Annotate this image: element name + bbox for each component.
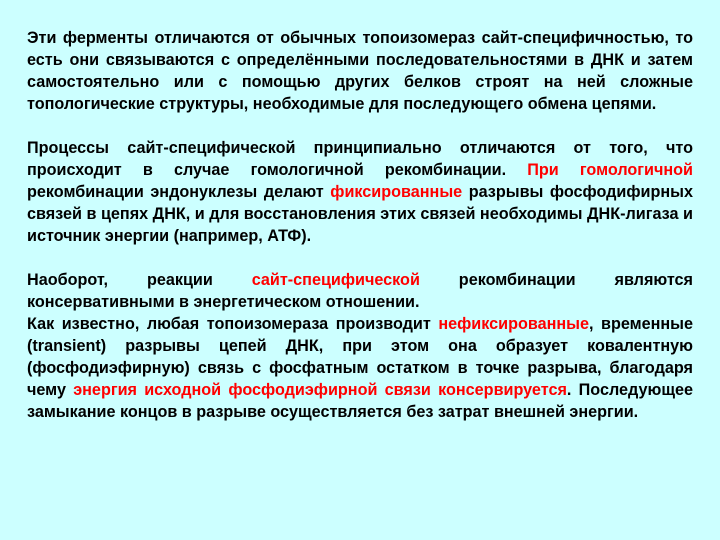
- paragraph-homologous-comparison: [27, 137, 693, 247]
- text-segment: , временные (transient) разрывы цепей ДНК, при этом она образует ковалентную (фосфодиэфирную) связь с фосфатным остатком в точке разрыва, благодаря чему: [27, 315, 693, 399]
- text-segment: Как известно, любая топоизомераза производит: [27, 315, 439, 333]
- text-segment: рекомбинации являются консервативными в энергетическом отношении.: [27, 271, 693, 311]
- highlighted-text: энергия исходной фосфодиэфирной связи консервируется: [73, 381, 567, 399]
- text-segment: Эти ферменты отличаются от обычных топоизомераз сайт-специфичностью, то есть они связываются с определёнными последовательностями в ДНК и затем самостоятельно или с помощью других белков строят на ней сложные топологические структуры, необходимые для последующего обмена цепями.: [27, 29, 693, 113]
- text-segment: разрывы фосфодифирных связей в цепях ДНК, и для восстановления этих связей необходимы ДНК-лигаза и источник энергии (например, АТФ).: [27, 183, 693, 245]
- paragraph-site-specificity: [27, 27, 693, 115]
- paragraph-conservative-reaction: [27, 269, 693, 313]
- highlighted-text: нефиксированные: [438, 315, 589, 333]
- highlighted-text: При гомологичной: [527, 161, 693, 179]
- text-segment: . Последующее замыкание концов в разрыве осуществляется без затрат внешней энергии.: [27, 381, 693, 421]
- paragraph-gap: [27, 115, 693, 137]
- text-segment: рекомбинации эндонуклезы делают: [27, 183, 331, 201]
- text-segment: Наоборот, реакции: [27, 271, 252, 289]
- highlighted-text: сайт-специфической: [251, 271, 420, 289]
- paragraph-topoisomerase-mechanism: [27, 313, 693, 423]
- highlighted-text: фиксированные: [330, 183, 463, 201]
- paragraph-gap: [27, 247, 693, 269]
- text-segment: Процессы сайт-специфической принципиально отличаются от того, что происходит в случае гомологичной рекомбинации.: [27, 139, 693, 179]
